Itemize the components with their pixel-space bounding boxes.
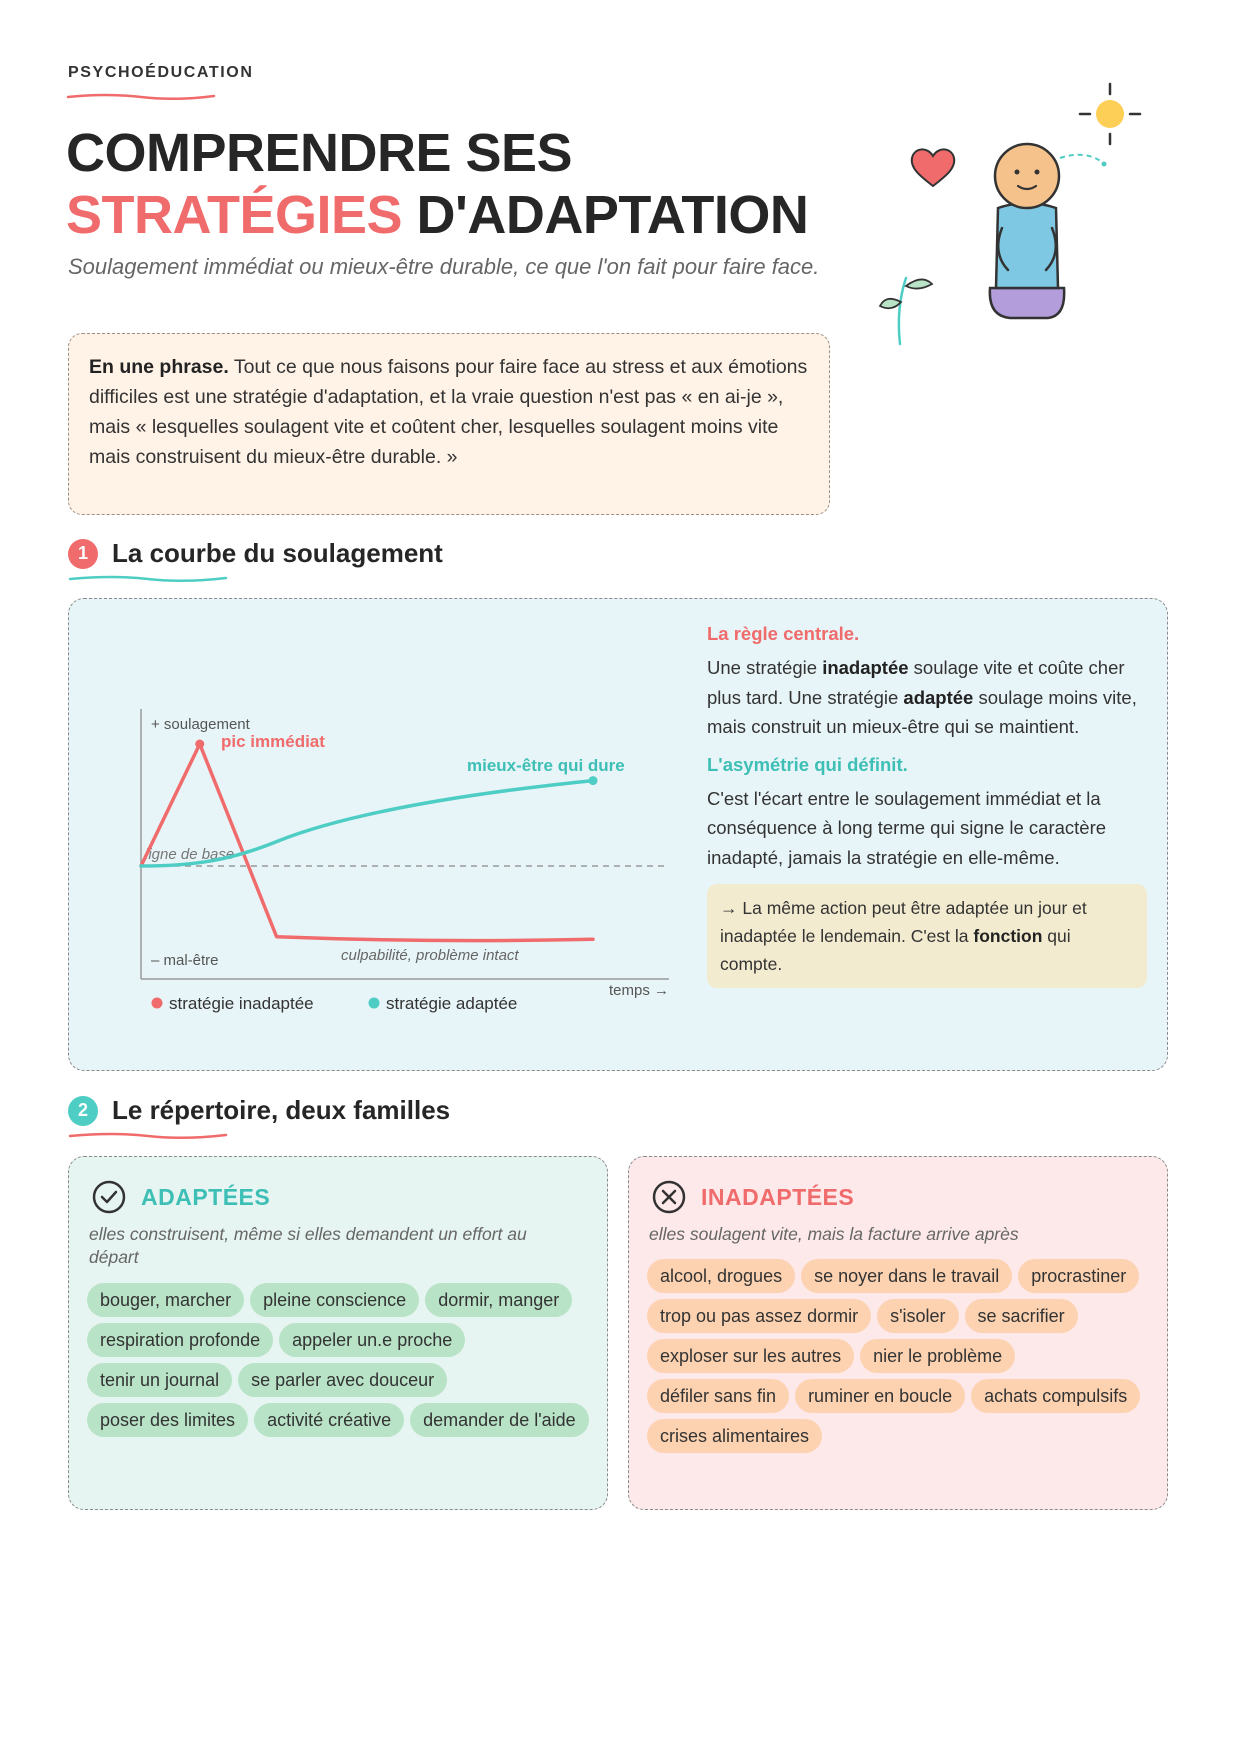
section-2-header — [68, 1095, 450, 1126]
maladapted-chip: se noyer dans le travail — [801, 1259, 1012, 1293]
section-1-underline — [68, 574, 228, 584]
maladapted-chip: crises alimentaires — [647, 1419, 822, 1453]
adapted-panel — [68, 1156, 608, 1510]
x-label: temps → — [609, 982, 670, 999]
maladapted-title: INADAPTÉES — [701, 1183, 855, 1210]
adapted-chip: se parler avec douceur — [238, 1363, 447, 1397]
section-1-title: La courbe du soulagement — [112, 538, 443, 568]
summary-box — [68, 333, 830, 515]
summary-text: Tout ce que nous faisons pour faire face au stress et aux émotions difficiles est une stratégie d'adaptation, et la vraie question n'est pas « en ai-je », mais « lesquelles soulagent vite et coûtent cher, lesquelles soulagent moins vite mais construisent du mieux-être durable. » — [89, 356, 808, 468]
adapted-chip: activité créative — [254, 1403, 404, 1437]
title-rest: D'ADAPTATION — [402, 185, 809, 245]
title-accent: STRATÉGIES — [66, 185, 403, 245]
adapted-chip: demander de l'aide — [410, 1403, 589, 1437]
maladapted-chip: trop ou pas assez dormir — [647, 1299, 871, 1333]
maladapted-panel — [628, 1156, 1168, 1510]
maladapted-header — [651, 1179, 854, 1215]
legend-marker-adapted — [369, 998, 380, 1009]
maladapted-subtitle: elles soulagent vite, mais la facture arrive après — [649, 1224, 1019, 1244]
maladapted-chip: procrastiner — [1018, 1259, 1139, 1293]
function-note: → La même action peut être adaptée un jour et inadaptée le lendemain. C'est la fonction qui compte. — [707, 884, 1147, 988]
rule-heading-central: La règle centrale. — [707, 623, 860, 644]
cost-annotation: culpabilité, problème intact — [341, 947, 519, 964]
legend-label-adapted: stratégie adaptée — [386, 994, 518, 1013]
maladapted-chip-list — [647, 1259, 1152, 1453]
section-1-header — [68, 538, 443, 569]
maladapted-chip: défiler sans fin — [647, 1379, 789, 1413]
header-illustration — [870, 78, 1150, 358]
adapted-end-point — [589, 776, 598, 785]
relief-chart — [69, 599, 689, 1072]
title-line-1: COMPRENDRE SES — [66, 123, 573, 183]
section-2-underline — [68, 1131, 228, 1141]
maladapted-chip: s'isoler — [877, 1299, 958, 1333]
adapted-chip: pleine conscience — [250, 1283, 419, 1317]
adapted-chip: tenir un journal — [87, 1363, 232, 1397]
lasting-annotation: mieux-être qui dure — [467, 756, 625, 775]
rule-paragraph-central: Une stratégie inadaptée soulage vite et coûte cher plus tard. Une stratégie adaptée soulage moins vite, mais construit un mieux-être qui se maintient. — [707, 657, 1137, 737]
eyebrow: PSYCHOÉDUCATION — [68, 64, 254, 81]
title-line-2 — [66, 184, 808, 246]
adapted-chip: poser des limites — [87, 1403, 248, 1437]
eyebrow-underline — [66, 92, 216, 102]
adapted-subtitle: elles construisent, même si elles demandent un effort au départ — [89, 1224, 527, 1267]
maladapted-chip: se sacrifier — [965, 1299, 1078, 1333]
adapted-title: ADAPTÉES — [141, 1183, 271, 1210]
maladapted-chip: alcool, drogues — [647, 1259, 795, 1293]
adapted-chip: respiration profonde — [87, 1323, 273, 1357]
peak-annotation: pic immédiat — [221, 732, 325, 751]
rule-paragraph-asymmetry: C'est l'écart entre le soulagement immédiat et la conséquence à long terme qui signe le caractère inadapté, jamais la stratégie en elle-même. — [707, 787, 1107, 868]
cross-circle-icon — [651, 1179, 687, 1215]
peak-point — [195, 740, 204, 749]
curve-panel — [68, 598, 1168, 1071]
page-title — [66, 122, 808, 246]
y-label-bottom: – mal-être — [151, 952, 219, 969]
baseline-label: ligne de base — [145, 846, 235, 863]
section-2-title: Le répertoire, deux familles — [112, 1095, 451, 1125]
maladapted-chip: exploser sur les autres — [647, 1339, 854, 1373]
meditating-person-icon — [990, 144, 1064, 318]
legend-marker-maladapted — [152, 998, 163, 1009]
dashed-trail — [1060, 155, 1102, 162]
adapted-chip-list — [87, 1283, 592, 1437]
rule-heading-asymmetry: L'asymétrie qui définit. — [707, 753, 908, 775]
summary-lead: En une phrase. — [89, 356, 229, 378]
maladapted-chip: achats compulsifs — [971, 1379, 1140, 1413]
adapted-chip: dormir, manger — [425, 1283, 572, 1317]
section-1-number: 1 — [68, 539, 98, 569]
section-2-number: 2 — [68, 1096, 98, 1126]
sprout-icon — [880, 278, 932, 344]
heart-icon — [912, 149, 955, 186]
check-circle-icon — [91, 1179, 127, 1215]
legend-label-maladapted: stratégie inadaptée — [169, 994, 314, 1013]
adapted-chip: bouger, marcher — [87, 1283, 244, 1317]
adapted-header — [91, 1179, 270, 1215]
maladapted-chip: nier le problème — [860, 1339, 1015, 1373]
sun-icon — [1080, 84, 1140, 144]
maladapted-chip: ruminer en boucle — [795, 1379, 965, 1413]
adapted-chip: appeler un.e proche — [279, 1323, 465, 1357]
page-subtitle: Soulagement immédiat ou mieux-être durable, ce que l'on fait pour faire face. — [68, 254, 820, 279]
y-label-top: + soulagement — [151, 716, 250, 733]
rule-column — [707, 623, 1147, 988]
